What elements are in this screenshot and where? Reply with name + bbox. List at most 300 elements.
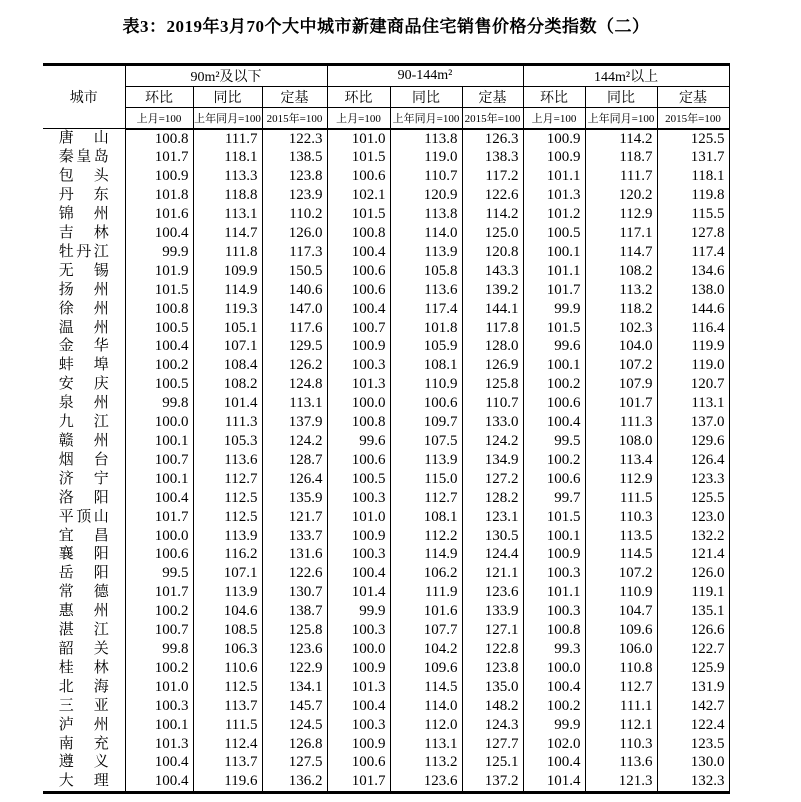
value-cell: 111.9 xyxy=(390,583,462,602)
city-cell xyxy=(43,413,125,432)
value-cell: 126.6 xyxy=(657,621,729,640)
value-cell: 131.7 xyxy=(657,148,729,167)
value-cell: 124.8 xyxy=(262,375,327,394)
value-cell: 100.4 xyxy=(327,243,390,262)
value-cell: 100.4 xyxy=(523,413,585,432)
value-cell: 114.0 xyxy=(390,697,462,716)
value-cell: 131.6 xyxy=(262,545,327,564)
value-cell: 123.5 xyxy=(657,735,729,754)
value-cell: 112.5 xyxy=(193,489,262,508)
value-cell: 114.5 xyxy=(585,545,657,564)
value-cell: 114.5 xyxy=(390,678,462,697)
value-cell: 116.4 xyxy=(657,319,729,338)
value-cell: 121.3 xyxy=(585,772,657,792)
value-cell: 101.5 xyxy=(523,319,585,338)
value-cell: 100.6 xyxy=(390,394,462,413)
price-index-table xyxy=(43,63,730,794)
value-cell: 101.1 xyxy=(523,167,585,186)
value-cell: 100.4 xyxy=(125,753,193,772)
value-cell: 101.0 xyxy=(327,508,390,527)
value-cell: 113.2 xyxy=(585,281,657,300)
value-cell: 100.0 xyxy=(523,659,585,678)
value-cell: 99.6 xyxy=(327,432,390,451)
table-row xyxy=(43,167,729,186)
table-row xyxy=(43,508,729,527)
value-cell: 113.1 xyxy=(193,205,262,224)
value-cell: 101.6 xyxy=(125,205,193,224)
value-cell: 101.4 xyxy=(193,394,262,413)
value-cell: 110.8 xyxy=(585,659,657,678)
city-name: 湛 江 xyxy=(58,622,109,639)
value-cell: 127.2 xyxy=(462,470,523,489)
value-cell: 108.5 xyxy=(193,621,262,640)
city-cell xyxy=(43,621,125,640)
value-cell: 107.1 xyxy=(193,564,262,583)
value-cell: 113.7 xyxy=(193,697,262,716)
metric-header: 同比 xyxy=(585,87,657,108)
value-cell: 119.0 xyxy=(657,356,729,375)
value-cell: 134.6 xyxy=(657,262,729,281)
value-cell: 123.6 xyxy=(262,640,327,659)
value-cell: 114.2 xyxy=(462,205,523,224)
value-cell: 117.3 xyxy=(262,243,327,262)
value-cell: 133.0 xyxy=(462,413,523,432)
group-header-144-above: 144m²以上 xyxy=(523,65,729,87)
value-cell: 104.6 xyxy=(193,602,262,621)
value-cell: 120.2 xyxy=(585,186,657,205)
city-name: 洛 阳 xyxy=(58,489,109,506)
value-cell: 101.3 xyxy=(523,186,585,205)
value-cell: 118.7 xyxy=(585,148,657,167)
value-cell: 125.8 xyxy=(462,375,523,394)
value-cell: 110.7 xyxy=(390,167,462,186)
value-cell: 121.4 xyxy=(657,545,729,564)
value-cell: 123.8 xyxy=(262,167,327,186)
value-cell: 114.2 xyxy=(585,129,657,149)
value-cell: 100.6 xyxy=(327,281,390,300)
value-cell: 125.5 xyxy=(657,489,729,508)
value-cell: 110.6 xyxy=(193,659,262,678)
table-row xyxy=(43,659,729,678)
metric-header: 同比 xyxy=(193,87,262,108)
value-cell: 111.1 xyxy=(585,697,657,716)
value-cell: 124.2 xyxy=(462,432,523,451)
table-row xyxy=(43,545,729,564)
value-cell: 109.7 xyxy=(390,413,462,432)
value-cell: 137.2 xyxy=(462,772,523,792)
value-cell: 119.1 xyxy=(657,583,729,602)
table-row xyxy=(43,300,729,319)
value-cell: 110.3 xyxy=(585,735,657,754)
value-cell: 101.1 xyxy=(523,583,585,602)
value-cell: 106.0 xyxy=(585,640,657,659)
value-cell: 110.9 xyxy=(585,583,657,602)
value-cell: 139.2 xyxy=(462,281,523,300)
value-cell: 124.2 xyxy=(262,432,327,451)
city-name: 锦 州 xyxy=(58,206,109,223)
value-cell: 101.5 xyxy=(125,281,193,300)
value-cell: 108.1 xyxy=(390,356,462,375)
value-cell: 100.3 xyxy=(327,545,390,564)
value-cell: 111.3 xyxy=(193,413,262,432)
value-cell: 100.1 xyxy=(523,243,585,262)
city-cell xyxy=(43,394,125,413)
city-column-header: 城市 xyxy=(43,65,125,129)
value-cell: 100.8 xyxy=(523,621,585,640)
city-name: 常 德 xyxy=(58,584,109,601)
value-cell: 100.1 xyxy=(125,716,193,735)
value-cell: 126.3 xyxy=(462,129,523,149)
value-cell: 122.3 xyxy=(262,129,327,149)
value-cell: 100.0 xyxy=(327,394,390,413)
value-cell: 150.5 xyxy=(262,262,327,281)
value-cell: 100.9 xyxy=(327,735,390,754)
value-cell: 100.4 xyxy=(327,300,390,319)
value-cell: 113.3 xyxy=(193,167,262,186)
value-cell: 100.2 xyxy=(125,602,193,621)
value-cell: 100.9 xyxy=(125,167,193,186)
city-cell xyxy=(43,356,125,375)
value-cell: 101.1 xyxy=(523,262,585,281)
value-cell: 122.6 xyxy=(262,564,327,583)
city-cell xyxy=(43,470,125,489)
city-cell xyxy=(43,678,125,697)
value-cell: 100.3 xyxy=(327,716,390,735)
value-cell: 120.8 xyxy=(462,243,523,262)
value-cell: 114.9 xyxy=(193,281,262,300)
value-cell: 100.4 xyxy=(523,753,585,772)
value-cell: 115.0 xyxy=(390,470,462,489)
table-row xyxy=(43,262,729,281)
city-name: 烟 台 xyxy=(58,451,109,468)
city-cell xyxy=(43,659,125,678)
value-cell: 113.5 xyxy=(585,527,657,546)
value-cell: 127.8 xyxy=(657,224,729,243)
city-cell xyxy=(43,432,125,451)
value-cell: 119.0 xyxy=(390,148,462,167)
value-cell: 107.2 xyxy=(585,564,657,583)
value-cell: 129.5 xyxy=(262,337,327,356)
city-name: 惠 州 xyxy=(58,603,109,620)
city-cell xyxy=(43,451,125,470)
table-row xyxy=(43,470,729,489)
value-cell: 114.7 xyxy=(585,243,657,262)
city-cell xyxy=(43,186,125,205)
value-cell: 100.8 xyxy=(327,413,390,432)
city-cell xyxy=(43,735,125,754)
value-cell: 106.3 xyxy=(193,640,262,659)
city-name: 温 州 xyxy=(58,319,109,336)
value-cell: 110.9 xyxy=(390,375,462,394)
value-cell: 134.9 xyxy=(462,451,523,470)
value-cell: 107.1 xyxy=(193,337,262,356)
city-name: 唐 山 xyxy=(58,130,109,147)
value-cell: 120.9 xyxy=(390,186,462,205)
table-row xyxy=(43,129,729,149)
value-cell: 100.9 xyxy=(523,148,585,167)
base-header: 上月=100 xyxy=(125,108,193,129)
value-cell: 113.1 xyxy=(390,735,462,754)
group-header-row xyxy=(43,65,729,87)
value-cell: 111.3 xyxy=(585,413,657,432)
value-cell: 100.4 xyxy=(125,489,193,508)
value-cell: 100.4 xyxy=(125,772,193,792)
city-cell xyxy=(43,545,125,564)
value-cell: 100.2 xyxy=(125,659,193,678)
value-cell: 101.5 xyxy=(327,205,390,224)
value-cell: 144.6 xyxy=(657,300,729,319)
base-header-row xyxy=(43,108,729,129)
value-cell: 113.9 xyxy=(390,451,462,470)
value-cell: 100.1 xyxy=(523,527,585,546)
city-cell xyxy=(43,508,125,527)
value-cell: 123.1 xyxy=(462,508,523,527)
metric-header: 同比 xyxy=(390,87,462,108)
value-cell: 99.9 xyxy=(523,300,585,319)
metric-header-row xyxy=(43,87,729,108)
city-name: 秦 皇 岛 xyxy=(58,149,109,166)
table-row xyxy=(43,489,729,508)
table-row xyxy=(43,337,729,356)
value-cell: 112.2 xyxy=(390,527,462,546)
table-row xyxy=(43,375,729,394)
city-name: 九 江 xyxy=(58,414,109,431)
value-cell: 100.4 xyxy=(523,678,585,697)
value-cell: 111.5 xyxy=(193,716,262,735)
value-cell: 138.0 xyxy=(657,281,729,300)
value-cell: 127.5 xyxy=(262,753,327,772)
value-cell: 140.6 xyxy=(262,281,327,300)
value-cell: 125.8 xyxy=(262,621,327,640)
table-row xyxy=(43,697,729,716)
value-cell: 99.3 xyxy=(523,640,585,659)
city-name: 泉 州 xyxy=(58,395,109,412)
value-cell: 111.8 xyxy=(193,243,262,262)
city-cell xyxy=(43,205,125,224)
value-cell: 100.4 xyxy=(125,224,193,243)
value-cell: 143.3 xyxy=(462,262,523,281)
city-cell xyxy=(43,167,125,186)
value-cell: 101.7 xyxy=(125,508,193,527)
value-cell: 126.8 xyxy=(262,735,327,754)
group-header-90-144: 90-144m² xyxy=(327,65,523,87)
value-cell: 117.6 xyxy=(262,319,327,338)
value-cell: 121.1 xyxy=(462,564,523,583)
value-cell: 125.1 xyxy=(462,753,523,772)
value-cell: 113.6 xyxy=(193,451,262,470)
value-cell: 135.1 xyxy=(657,602,729,621)
city-name: 无 锡 xyxy=(58,262,109,279)
value-cell: 104.2 xyxy=(390,640,462,659)
value-cell: 99.5 xyxy=(523,432,585,451)
value-cell: 100.0 xyxy=(125,413,193,432)
base-header: 上月=100 xyxy=(523,108,585,129)
table-row xyxy=(43,583,729,602)
value-cell: 135.0 xyxy=(462,678,523,697)
value-cell: 126.0 xyxy=(657,564,729,583)
value-cell: 113.7 xyxy=(193,753,262,772)
value-cell: 107.7 xyxy=(390,621,462,640)
value-cell: 100.5 xyxy=(327,470,390,489)
value-cell: 101.8 xyxy=(390,319,462,338)
table-row xyxy=(43,640,729,659)
table-row xyxy=(43,716,729,735)
value-cell: 113.6 xyxy=(390,281,462,300)
value-cell: 100.3 xyxy=(327,621,390,640)
city-name: 大 理 xyxy=(58,773,109,790)
value-cell: 100.2 xyxy=(523,375,585,394)
value-cell: 108.1 xyxy=(390,508,462,527)
table-row xyxy=(43,527,729,546)
metric-header: 环比 xyxy=(523,87,585,108)
table-row xyxy=(43,243,729,262)
value-cell: 105.8 xyxy=(390,262,462,281)
city-cell xyxy=(43,319,125,338)
value-cell: 122.9 xyxy=(262,659,327,678)
value-cell: 115.5 xyxy=(657,205,729,224)
value-cell: 100.3 xyxy=(327,489,390,508)
value-cell: 128.2 xyxy=(462,489,523,508)
value-cell: 101.7 xyxy=(125,583,193,602)
table-row xyxy=(43,564,729,583)
value-cell: 100.5 xyxy=(125,319,193,338)
value-cell: 136.2 xyxy=(262,772,327,792)
value-cell: 101.3 xyxy=(125,735,193,754)
value-cell: 114.0 xyxy=(390,224,462,243)
value-cell: 100.7 xyxy=(327,319,390,338)
metric-header: 环比 xyxy=(125,87,193,108)
value-cell: 138.5 xyxy=(262,148,327,167)
value-cell: 108.2 xyxy=(585,262,657,281)
city-name: 北 海 xyxy=(58,678,109,695)
value-cell: 124.3 xyxy=(462,716,523,735)
city-name: 平 顶 山 xyxy=(58,508,109,525)
value-cell: 118.1 xyxy=(193,148,262,167)
table-row xyxy=(43,148,729,167)
metric-header: 定基 xyxy=(462,87,523,108)
city-name: 韶 关 xyxy=(58,640,109,657)
city-name: 济 宁 xyxy=(58,470,109,487)
city-cell xyxy=(43,129,125,149)
value-cell: 107.2 xyxy=(585,356,657,375)
value-cell: 101.2 xyxy=(523,205,585,224)
value-cell: 130.0 xyxy=(657,753,729,772)
city-cell xyxy=(43,148,125,167)
value-cell: 123.6 xyxy=(462,583,523,602)
value-cell: 101.3 xyxy=(327,375,390,394)
value-cell: 108.2 xyxy=(193,375,262,394)
city-name: 牡 丹 江 xyxy=(58,243,109,260)
value-cell: 100.7 xyxy=(125,621,193,640)
value-cell: 101.6 xyxy=(390,602,462,621)
value-cell: 101.7 xyxy=(523,281,585,300)
table-header xyxy=(43,65,729,129)
metric-header: 定基 xyxy=(657,87,729,108)
table-row xyxy=(43,413,729,432)
value-cell: 100.6 xyxy=(327,451,390,470)
city-cell xyxy=(43,337,125,356)
city-cell xyxy=(43,489,125,508)
value-cell: 110.2 xyxy=(262,205,327,224)
value-cell: 110.7 xyxy=(462,394,523,413)
value-cell: 123.6 xyxy=(390,772,462,792)
page-title: 表3：2019年3月70个大中城市新建商品住宅销售价格分类指数（二） xyxy=(122,17,650,36)
metric-header: 环比 xyxy=(327,87,390,108)
value-cell: 128.7 xyxy=(262,451,327,470)
city-cell xyxy=(43,772,125,792)
value-cell: 130.7 xyxy=(262,583,327,602)
value-cell: 116.2 xyxy=(193,545,262,564)
value-cell: 100.5 xyxy=(523,224,585,243)
value-cell: 100.2 xyxy=(523,697,585,716)
table-row xyxy=(43,772,729,792)
value-cell: 107.5 xyxy=(390,432,462,451)
value-cell: 109.6 xyxy=(585,621,657,640)
city-name: 南 充 xyxy=(58,735,109,752)
city-name: 扬 州 xyxy=(58,281,109,298)
table-row xyxy=(43,621,729,640)
value-cell: 101.3 xyxy=(327,678,390,697)
value-cell: 123.9 xyxy=(262,186,327,205)
table-row xyxy=(43,451,729,470)
value-cell: 125.9 xyxy=(657,659,729,678)
value-cell: 100.4 xyxy=(327,697,390,716)
city-name: 赣 州 xyxy=(58,433,109,449)
value-cell: 100.9 xyxy=(327,337,390,356)
value-cell: 122.8 xyxy=(462,640,523,659)
value-cell: 145.7 xyxy=(262,697,327,716)
value-cell: 99.8 xyxy=(125,640,193,659)
value-cell: 112.1 xyxy=(585,716,657,735)
value-cell: 138.3 xyxy=(462,148,523,167)
value-cell: 119.3 xyxy=(193,300,262,319)
table-body xyxy=(43,129,729,793)
city-name: 遵 义 xyxy=(58,754,109,771)
value-cell: 119.8 xyxy=(657,186,729,205)
value-cell: 113.1 xyxy=(262,394,327,413)
value-cell: 100.9 xyxy=(523,545,585,564)
value-cell: 100.9 xyxy=(327,527,390,546)
value-cell: 126.9 xyxy=(462,356,523,375)
city-cell xyxy=(43,224,125,243)
value-cell: 126.0 xyxy=(262,224,327,243)
city-cell xyxy=(43,583,125,602)
value-cell: 112.7 xyxy=(193,470,262,489)
group-header-90-below: 90m²及以下 xyxy=(125,65,327,87)
value-cell: 124.5 xyxy=(262,716,327,735)
value-cell: 117.2 xyxy=(462,167,523,186)
value-cell: 104.7 xyxy=(585,602,657,621)
value-cell: 100.8 xyxy=(125,300,193,319)
table-row xyxy=(43,432,729,451)
city-name: 丹 东 xyxy=(58,187,109,204)
table-row xyxy=(43,281,729,300)
city-name: 泸 州 xyxy=(58,716,109,733)
table-row xyxy=(43,678,729,697)
value-cell: 112.9 xyxy=(585,205,657,224)
table-row xyxy=(43,356,729,375)
value-cell: 110.3 xyxy=(585,508,657,527)
value-cell: 112.4 xyxy=(193,735,262,754)
table-row xyxy=(43,319,729,338)
value-cell: 100.3 xyxy=(523,602,585,621)
value-cell: 101.7 xyxy=(125,148,193,167)
value-cell: 101.4 xyxy=(327,583,390,602)
value-cell: 124.4 xyxy=(462,545,523,564)
value-cell: 134.1 xyxy=(262,678,327,697)
city-cell xyxy=(43,281,125,300)
value-cell: 142.7 xyxy=(657,697,729,716)
